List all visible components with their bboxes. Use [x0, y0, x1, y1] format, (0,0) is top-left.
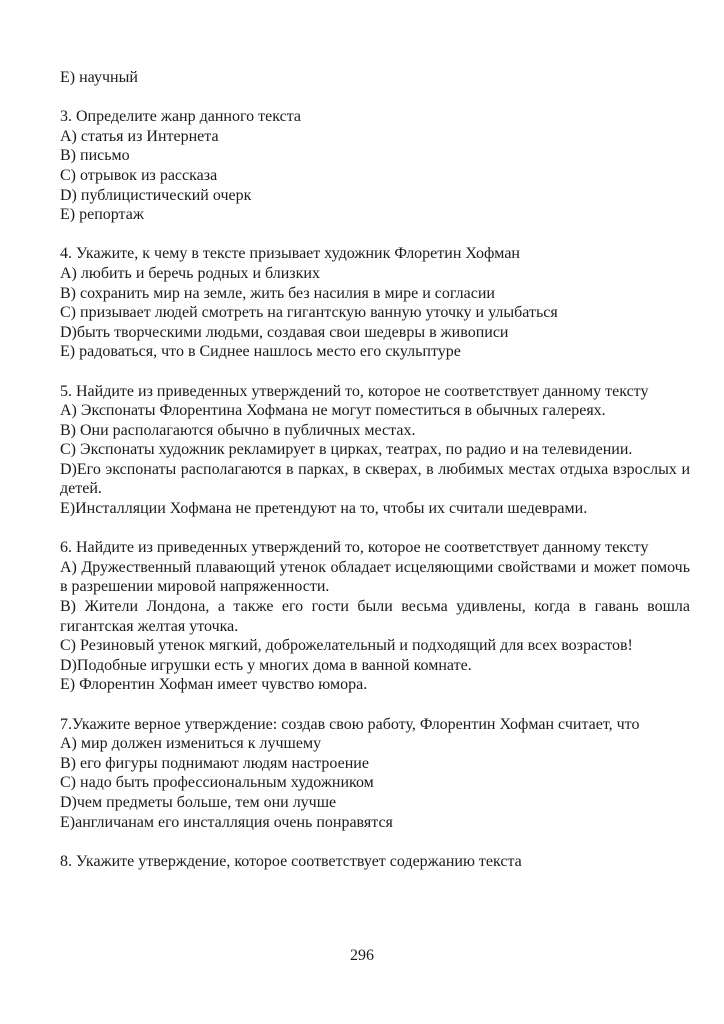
- answer-option: C) Экспонаты художник рекламирует в цирках, театрах, по радио и на телевидении.: [60, 441, 633, 459]
- question-title: 4. Укажите, к чему в тексте призывает художник Флоретин Хофман: [60, 245, 520, 263]
- answer-option: C) призывает людей смотреть на гигантскую ванную уточку и улыбаться: [60, 304, 558, 322]
- answer-option: E)англичанам его инсталляция очень понравятся: [60, 813, 393, 831]
- answer-option: B) Они располагаются обычно в публичных местах.: [60, 421, 416, 439]
- answer-option: E) радоваться, что в Сиднее нашлось место его скульптуре: [60, 343, 461, 361]
- answer-option: B) сохранить мир на земле, жить без насилия в мире и согласии: [60, 284, 495, 302]
- answer-option: A) Дружественный плавающий утенок обладает исцеляющими свойствами и может помочь в разрешении мировой напряженности.: [60, 558, 690, 596]
- question-title: 3. Определите жанр данного текста: [60, 108, 301, 126]
- answer-option: B) письмо: [60, 147, 130, 165]
- answer-option: E) Флорентин Хофман имеет чувство юмора.: [60, 676, 368, 694]
- question-title: 8. Укажите утверждение, которое соответствует содержанию текста: [60, 852, 522, 870]
- question-block: [60, 244, 690, 362]
- answer-option: A) мир должен измениться к лучшему: [60, 735, 322, 753]
- document-page: [60, 68, 690, 891]
- answer-option: A) любить и беречь родных и близких: [60, 264, 320, 282]
- answer-option: B) Жители Лондона, а также его гости были весьма удивлены, когда в гавань вошла гигантская желтая уточка.: [60, 598, 690, 635]
- question-block: [60, 715, 690, 833]
- question-block: [60, 538, 690, 695]
- question-block: [60, 852, 690, 872]
- answer-option: D)чем предметы больше, тем они лучше: [60, 793, 337, 811]
- question-title: 5. Найдите из приведенных утверждений то, которое не соответствует данному тексту: [60, 382, 649, 400]
- answer-option: C) Резиновый утенок мягкий, доброжелательный и подходящий для всех возрастов!: [60, 637, 633, 655]
- question-title: 7.Укажите верное утверждение: создав свою работу, Флорентин Хофман считает, что: [60, 715, 640, 733]
- answer-option: A) статья из Интернета: [60, 127, 219, 145]
- answer-option: D)Подобные игрушки есть у многих дома в ванной комнате.: [60, 656, 472, 674]
- page-number: 296: [350, 947, 374, 964]
- answer-option: C) отрывок из рассказа: [60, 166, 218, 184]
- question-title: 6. Найдите из приведенных утверждений то, которое не соответствует данному тексту: [60, 539, 649, 557]
- answer-option: D)Его экспонаты располагаются в парках, в скверах, в любимых местах отдыха взрослых и детей.: [60, 460, 690, 498]
- answer-option: D) публицистический очерк: [60, 186, 252, 204]
- question-block: [60, 382, 690, 519]
- answer-option: B) его фигуры поднимают людям настроение: [60, 754, 369, 772]
- answer-option: D)быть творческими людьми, создавая свои шедевры в живописи: [60, 323, 509, 341]
- question-block: [60, 107, 690, 225]
- answer-option: E) научный: [60, 69, 138, 86]
- answer-option: E)Инсталляции Хофмана не претендуют на то, чтобы их считали шедеврами.: [60, 500, 588, 518]
- answer-option: A) Экспонаты Флорентина Хофмана не могут поместиться в обычных галереях.: [60, 402, 606, 420]
- answer-option: E) репортаж: [60, 206, 144, 224]
- question-list: [60, 107, 690, 871]
- answer-option: C) надо быть профессиональным художником: [60, 774, 374, 792]
- carryover-block: [60, 68, 690, 88]
